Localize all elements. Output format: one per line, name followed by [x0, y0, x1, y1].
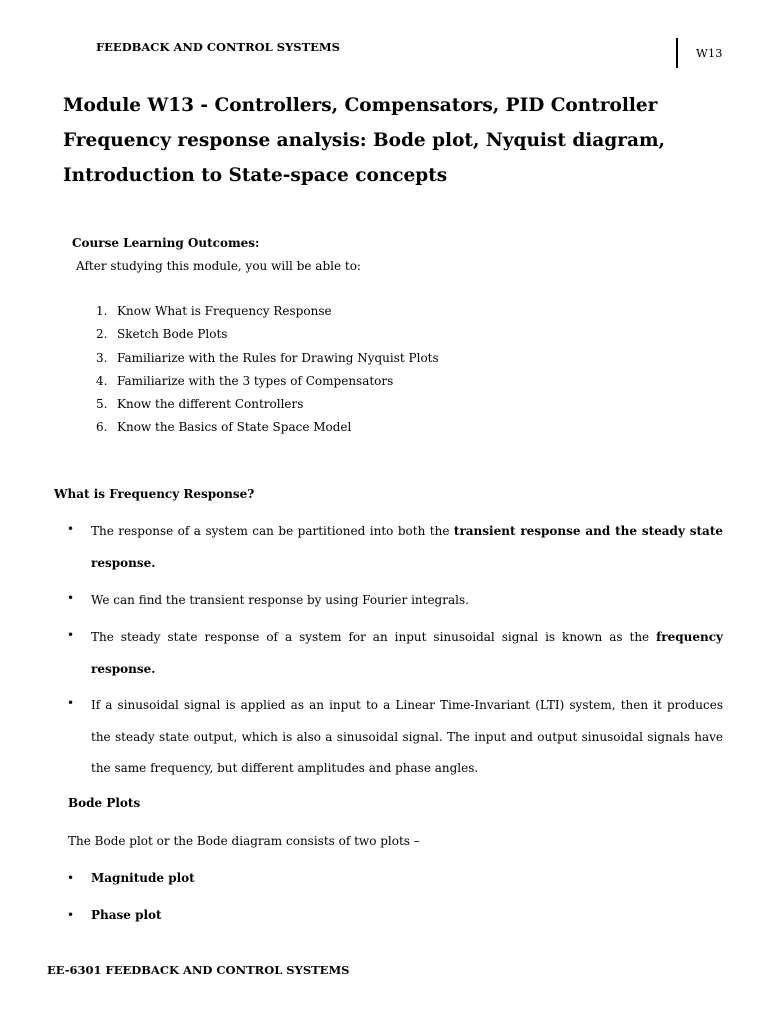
paragraph-text: The steady state response of a system for an input sinusoidal signal is known as the [91, 630, 657, 644]
bullet-paragraph-lti [91, 690, 723, 785]
bullet-icon: • [67, 628, 75, 642]
bullet-paragraph-fourier [91, 585, 723, 617]
outcome-item [96, 397, 596, 420]
outcome-item [96, 374, 596, 397]
outcome-number: 4. [96, 373, 108, 388]
bullet-icon: • [67, 696, 75, 710]
outcome-item [96, 420, 596, 443]
page-footer: EE-6301 FEEDBACK AND CONTROL SYSTEMS [47, 963, 350, 977]
outcome-text: Know What is Frequency Response [117, 304, 332, 318]
outcome-text: Know the different Controllers [117, 397, 304, 412]
learning-outcomes-list [96, 304, 596, 444]
outcome-number: 3. [96, 350, 108, 365]
outcome-text: Know the Basics of State Space Model [117, 420, 352, 435]
outcome-item [96, 304, 596, 327]
outcome-number: 2. [96, 327, 108, 342]
paragraph-emphasis: transient response and the steady state response. [91, 524, 724, 570]
bullet-icon: • [67, 522, 75, 536]
outcome-text: Sketch Bode Plots [117, 327, 228, 342]
paragraph-emphasis: frequency response. [91, 630, 723, 676]
outcome-text: Familiarize with the Rules for Drawing Nyquist Plots [117, 350, 439, 365]
bullet-icon: • [67, 908, 75, 922]
outcome-number: 6. [96, 420, 108, 435]
header-divider [676, 38, 678, 68]
running-header-code: W13 [696, 46, 723, 60]
bode-item-magnitude: Magnitude plot [91, 871, 195, 885]
paragraph-text: The response of a system can be partitioned into both the [91, 524, 454, 538]
module-title-line-2: Frequency response analysis: Bode plot, Nyquist diagram, [63, 130, 665, 151]
outcome-item [96, 327, 596, 350]
bullet-paragraph-transient [91, 516, 723, 579]
module-title-line-3: Introduction to State-space concepts [63, 165, 448, 186]
bullet-icon: • [67, 871, 75, 885]
learning-outcomes-heading: Course Learning Outcomes: [72, 236, 260, 250]
outcome-number: 1. [96, 304, 108, 318]
bode-item-phase: Phase plot [91, 908, 162, 922]
paragraph-text: We can find the transient response by using Fourier integrals. [91, 593, 469, 607]
outcome-number: 5. [96, 397, 108, 412]
bode-plots-intro: The Bode plot or the Bode diagram consists of two plots – [68, 834, 420, 848]
learning-outcomes-intro: After studying this module, you will be able to: [76, 259, 361, 273]
bode-plots-heading: Bode Plots [68, 796, 141, 810]
running-header-title: FEEDBACK AND CONTROL SYSTEMS [96, 40, 340, 54]
paragraph-text: If a sinusoidal signal is applied as an input to a Linear Time-Invariant (LTI) system, then it produces the steady state output, which is also a sinusoidal signal. The input and output sinusoidal signals have the same frequency, but different amplitudes and phase angles. [91, 698, 723, 775]
outcome-text: Familiarize with the 3 types of Compensators [117, 373, 394, 388]
module-title-line-1: Module W13 - Controllers, Compensators, PID Controller [63, 95, 658, 116]
bullet-paragraph-steady-state [91, 622, 723, 685]
frequency-response-heading: What is Frequency Response? [54, 487, 255, 501]
bullet-icon: • [67, 591, 75, 605]
outcome-item [96, 351, 596, 374]
